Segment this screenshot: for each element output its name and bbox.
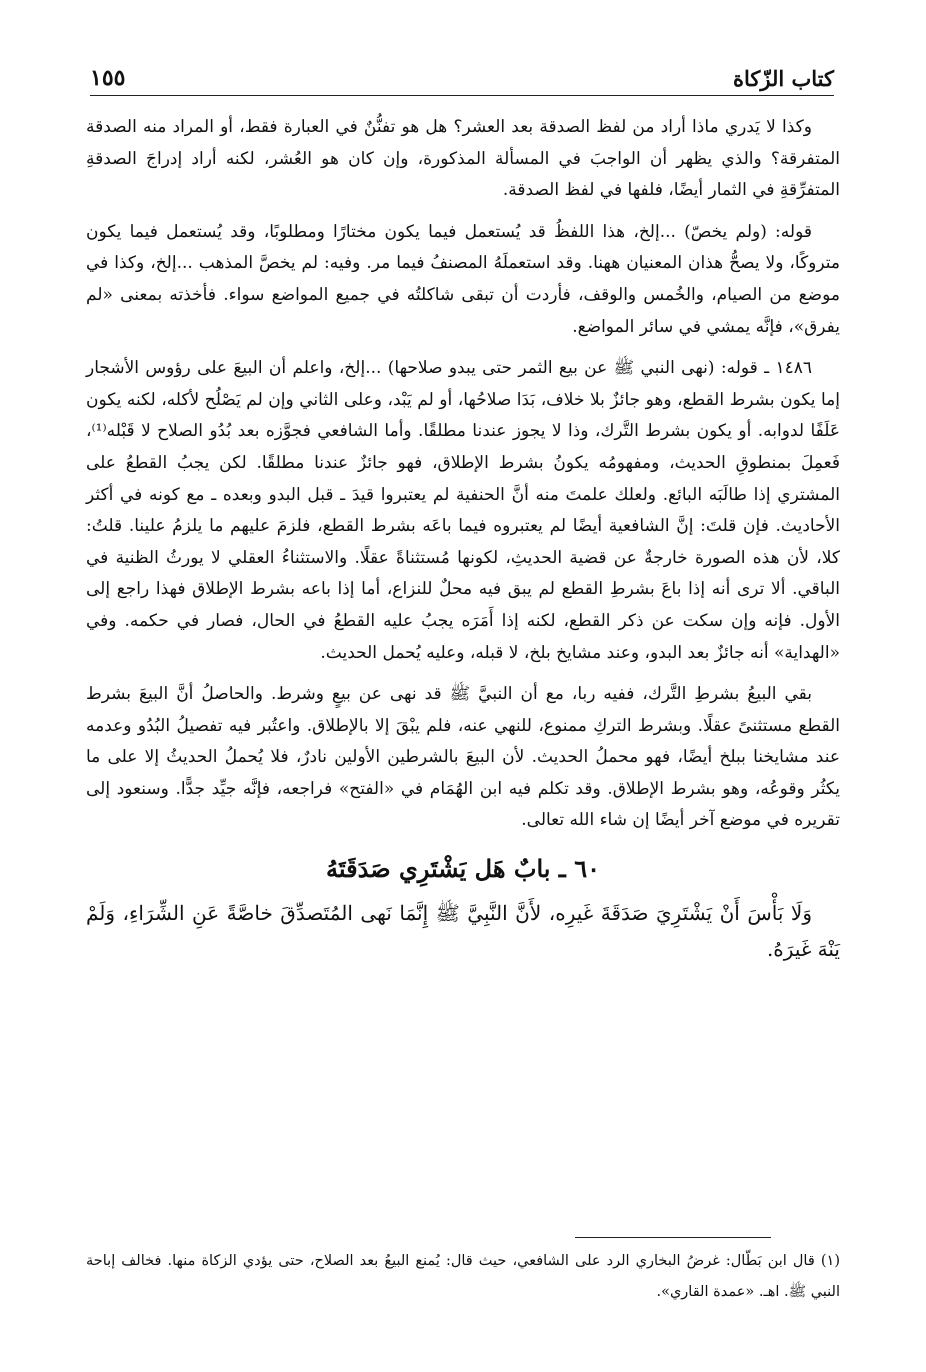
paragraph: وكذا لا يَدري ماذا أراد من لفظ الصدقة بعد العشر؟ هل هو تفنُّنٌ في العبارة فقط، أو المراد منه الصدقة المتفرقة؟ والذي يظهر أن الواجبَ في المسألة المذكورة، وإن كان هو العُشر، لكنه أراد إدراجَ الصدقةِ المتفرِّقةِ في الثمار أيضًا، فلفها في لفظ الصدقة. [86,117,840,201]
hadith-text: وَلَا بَأْسَ أَنْ يَشْتَرِيَ صَدَقَةَ غَيرِه، لأَنَّ النَّبِيَّ ﷺ إِنَّمَا نَهى المُتَصدِّقَ خاصَّةً عَنِ الشِّرَاءِ، وَلَمْ يَنْهَ غَيرَهُ. [86,901,840,962]
paragraph: ١٤٨٦ ـ قوله: (نهى النبي ﷺ عن بيع الثمر حتى يبدو صلاحها) ...إلخ، واعلم أن البيعَ على رؤوس الأشجار إما يكون بشرط القطع، وهو جائزٌ بلا خلاف، بَدَا صلاحُها، أو لم يَبْد، وعلى الثاني وإن لم يَصْلُح لأكله، لكنه يكون عَلَفًا لدوابه. أو يكون بشرط التَّرك، وذا لا يجوز عندنا مطلقًا. وأما الشافعي فجوَّزه بعد بُدُو الصلاح لا قَبْله⁽¹⁾، فَعمِلَ بمنطوقِ الحديث، ومفهومُه يكونُ بشرط الإطلاق، فهو جائزٌ عندنا مطلقًا. لكن يجبُ القطعُ على المشتري إذا طالَبَه البائع. ولعلك علمتَ منه أنَّ الحنفية لم يعتبروا قيدَ ـ قبل البدو وبعده ـ مع كونه في أكثر الأحاديث. فإن قلتَ: إنَّ الشافعية أيضًا لم يعتبروه فيما باعَه بشرط القطع، فلزمَ عليهم ما يلزمُ علينا. قلتُ: كلا، لأن هذه الصورة خارجةٌ عن قضية الحديثِ، لكونها مُستثناةً عقلًا. والاستثناءُ العقلي لا يورثُ الظنية في الباقي. ألا ترى أنه إذا باعَ بشرطِ القطع لم يبق فيه محلٌ للنزاع، أما إذا باعه بشرط الإطلاق فهذا راجع إلى الأول. فإنه وإن سكت عن ذكر القطع، لكنه إذا أَمَرَه يجبُ عليه القطعُ في الحال، فصار في حكمه. وفي «الهداية» أنه جائزٌ بعد البدو، وعند مشايخ بلخ، لا قبله، وعليه يُحمل الحديث. [86,358,840,663]
footnotes [86,1246,840,1308]
page-header [90,52,834,96]
page-number: ١٥٥ [90,65,126,91]
footnote: (١) قال ابن بَطّال: غرضُ البخاري الرد على الشافعي، حيث قال: يُمنع البيعُ بعد الصلاح، حتى يؤدي الزكاة منها. فخالف إباحة النبي ﷺ. اهـ. «عمدة القاري». [86,1253,840,1300]
footnote-divider [575,1237,771,1238]
paragraph: بقي البيعُ بشرطِ التَّرك، ففيه ربا، مع أن النبيَّ ﷺ قد نهى عن بيعٍ وشرط. والحاصلُ أنَّ البيعَ بشرط القطع مستثنىً عقلًا. وبشرط التركِ ممنوع، للنهي عنه، فلم يبْقَ إلا بالإطلاق. واعتُبر فيه تفصيلُ البُدُو وعدمه عند مشايخنا ببلخ أيضًا، فهو محملُ الحديث. لأن البيعَ بالشرطين الأولين نادرٌ، فلا يُحملُ الحديثُ إلا على ما يكثُر وقوعُه، وهو بشرط الإطلاق. وقد تكلم فيه ابن الهُمَام في «الفتح» فراجعه، فإنَّه جيِّد جدًّا. وسنعود إلى تقريره في موضع آخر أيضًا إن شاء الله تعالى. [86,684,840,831]
section-heading: ٦٠ ـ بابٌ هَل يَشْتَرِي صَدَقَتَهُ [326,854,600,884]
main-text [86,112,840,977]
paragraph: قوله: (ولم يخصّ) ...إلخ، هذا اللفظُ قد يُستعمل فيما يكون مختارًا ومطلوبًا، وقد يُستعمل فيما يكون متروكًا، ولا يصحُّ هذان المعنيان ههنا. وقد استعملَهُ المصنفُ فيما مر. وفيه: لم يخصَّ المذهب ...إلخ، وكذا في موضع من الصيام، والخُمس والوقف، فأردت أن تبقى شاكلتُه في جميع المواضع سواء. فأخذته بمعنى «لم يفرق»، فإنَّه يمشي في سائر المواضع. [86,221,840,337]
running-title: كتاب الزّكاة [732,66,834,91]
